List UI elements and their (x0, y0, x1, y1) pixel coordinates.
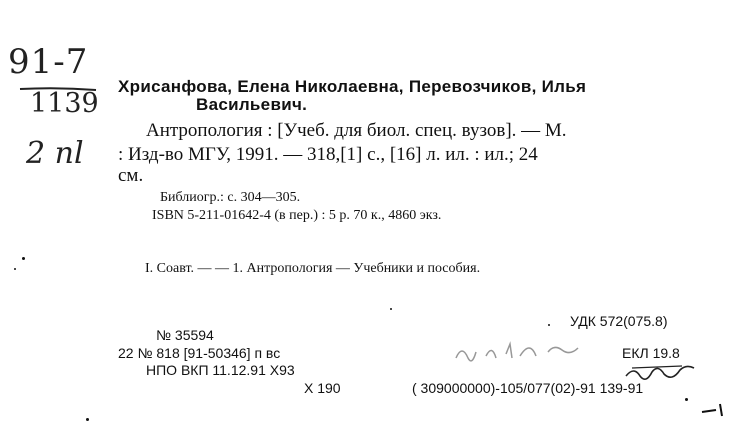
card-isbn-line: ISBN 5-211-01642-4 (в пер.) : 5 р. 70 к., 4860 экз. (152, 208, 442, 223)
card-authors-line-1: Хрисанфова, Елена Николаевна, Перевозчиков, Илья (118, 77, 587, 96)
ink-speck (390, 308, 392, 310)
card-authors-line-2: Васильевич. (196, 95, 308, 114)
card-title-line-1: Антропология : [Учеб. для биол. спец. вузов]. — М. (146, 120, 567, 141)
card-bibliography-note: Библиогр.: с. 304—305. (160, 190, 301, 205)
ink-speck (22, 257, 25, 260)
handwritten-shelf-mark-bottom: 1139 (30, 88, 99, 119)
ink-corner-mark (700, 402, 730, 418)
card-udk-code: УДК 572(075.8) (570, 313, 668, 329)
card-subject-tracings: I. Соавт. — — 1. Антропология — Учебники и пособия. (145, 261, 481, 276)
card-registration-number: № 35594 (156, 327, 214, 343)
card-title-line-2: : Изд-во МГУ, 1991. — 318,[1] с., [16] л. ил. : ил.; 24 (118, 144, 538, 165)
card-title-line-3: см. (118, 165, 144, 186)
ink-speck (685, 398, 688, 401)
ink-speck (548, 324, 550, 326)
card-npo-line: НПО ВКП 11.12.91 Х93 (146, 362, 295, 378)
ink-speck (86, 418, 89, 421)
handwritten-scribble-mark (450, 336, 610, 368)
ink-speck (14, 268, 16, 270)
handwritten-copies-note: 2 nl (26, 136, 84, 171)
card-bottom-classification-code: ( 309000000)-105/077(02)-91 139-91 (412, 380, 644, 396)
card-x-code: Х 190 (304, 380, 341, 396)
card-order-line: 22 № 818 [91-50346] п вс (118, 345, 281, 361)
card-ekl-code: ЕКЛ 19.8 (622, 345, 680, 361)
handwritten-shelf-mark-top: 91-7 (8, 42, 89, 82)
handwritten-signature-mark (622, 362, 702, 382)
